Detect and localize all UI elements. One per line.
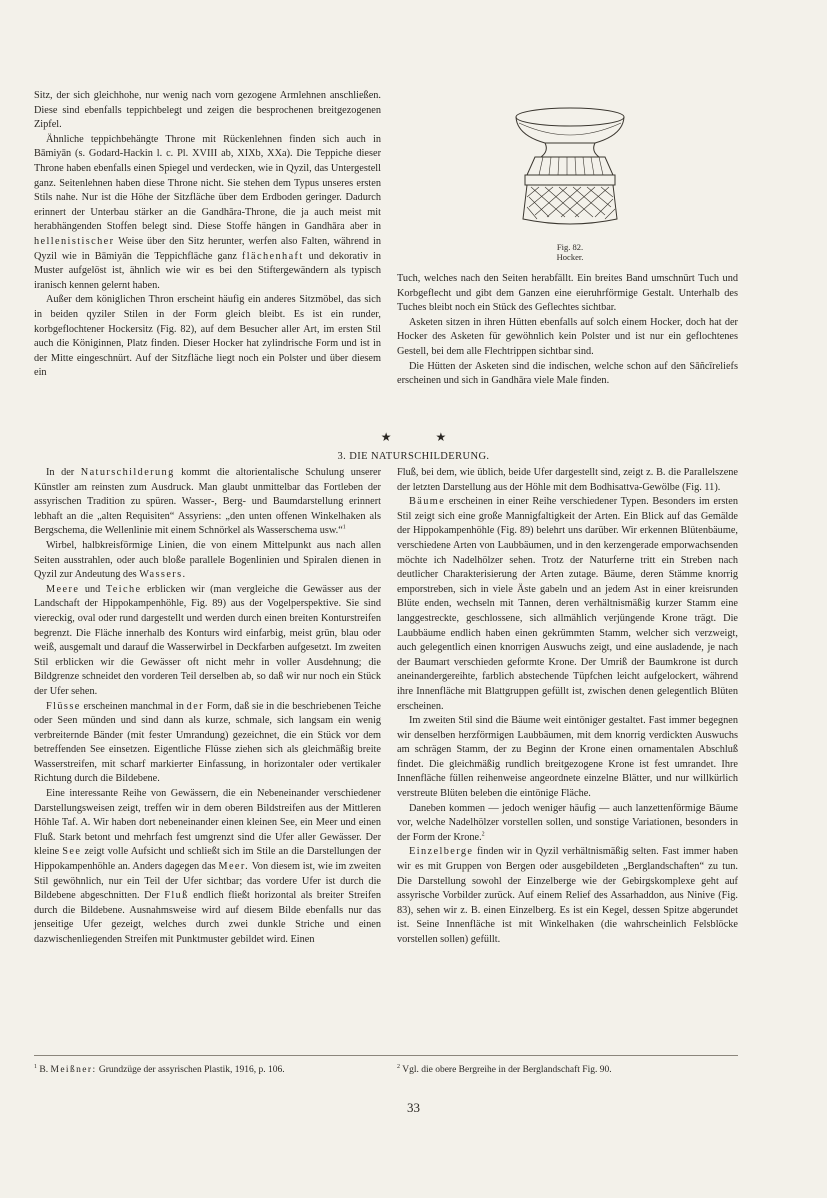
text-run: erscheinen manchmal in	[83, 700, 184, 712]
text-run: Grundzüge der assyrischen Plastik, 1916, p. 106.	[98, 1065, 285, 1075]
text-run: zeigt volle Aufsicht und schließt sich im Stile an die Darstellungen der Hippokampenhöhle an. Anders dagegen das	[34, 846, 382, 873]
spaced-term: Teiche	[105, 583, 142, 595]
text-run: Wirbel, halbkreisförmige Linien, die von einem Mittelpunkt aus nach allen Seiten ausstrahlen, oder auch bloße parallele Bogenlinien und Spiralen dienen in Qyzil zur Andeutung des	[34, 539, 381, 581]
figure-title: Hocker.	[556, 252, 584, 262]
paragraph	[397, 802, 738, 846]
paragraph	[34, 583, 381, 700]
footnote-rule	[34, 1055, 738, 1056]
footnote-number: 2	[397, 1063, 400, 1070]
paragraph	[34, 133, 381, 294]
text-run: In der	[46, 467, 75, 478]
stool-drawing	[505, 95, 635, 240]
paragraph: Außer dem königlichen Thron erscheint häufig ein anderes Sitzmöbel, das sich in beiden qyziler Stilen in der Form gleich bleibt. Es ist ein runder, korbgeflochtener Hockersitz (Fig. 82), auf dem Besucher aller Art, im ersten Stil auch die Königinnen, Platz finden. Dieser Hocker hat zylindrische Form und ist in der Mitte eingeschnürt. Auf der Sitzfläche liegt noch ein Polster und über diesem ein	[34, 294, 381, 379]
paragraph	[34, 787, 381, 948]
text-run: Eine interessante Reihe von Gewässern, die ein Nebeneinander verschiedener Darstellungsweisen zeigt, treffen wir in dem oberen Bildstreifen aus der Mittleren Höhle Taf. A. Wir haben dort nebeneinander einen kleinen See, ein Meer und einen Fluß. Stark betont und mehrfach fest umgrenzt sind die Ufer aller Gewässer. Der kleine	[34, 788, 381, 858]
spaced-term: Fluß	[164, 890, 189, 902]
text-run: Daneben kommen — jedoch weniger häufig — auch lanzettenförmige Bäume vor, welche Nadelhölzer vorstellen sollen, und sonstige Variationen, besonders in der Form der Krone.	[397, 802, 738, 843]
star-icon: ★	[380, 430, 392, 444]
spaced-term: Bäume	[409, 496, 446, 508]
footnote-number: 1	[34, 1063, 37, 1070]
spaced-term: See	[62, 846, 82, 858]
spaced-term: der	[186, 700, 204, 712]
section-heading: 3. DIE NATURSCHILDERUNG.	[337, 451, 490, 462]
footnote-2	[397, 1064, 738, 1076]
top-left-column	[34, 89, 381, 381]
spaced-term: Einzelberge	[409, 846, 474, 858]
footnote-ref: 2	[481, 831, 485, 838]
text-run: finden wir in Qyzil verhältnismäßig selten. Fast immer haben wir es mit Gruppen von Bergen oder ausgebildeten „Berglandschaften“ zu tun. Die Darstellung sowohl der Einzelberge wie der Gebirgskomplexe geht auf assyrische Vorbilder zurück. Auf einem Relief des Assarhaddon, aus Ninive (Fig. 83), sehen wir z. B. einen Einzelberg. Es ist ein Kegel, dessen Spitze abgerundet ist. Seine Innenfläche ist mit Winkelhaken (die wahrscheinlich Felsblöcke vorstellen sollen) gefüllt.	[397, 846, 739, 945]
text-run: endlich fließt horizontal als breiter Streifen durch die Bildebene. Ausnahmsweise wird auf diesem Bilde ebenfalls nur das jenseitige Ufer gezeigt, welches durch zwei dunkle Striche und einen dazwischenliegenden Streifen mit Punktmuster gebildet wird. Einen	[34, 890, 381, 945]
footnote-1	[34, 1064, 384, 1076]
spaced-term: flächenhaft	[241, 250, 304, 262]
text-run: und	[84, 583, 101, 595]
left-column	[34, 466, 381, 948]
text-run: und dekorativ in Muster aufgelöst ist, ähnlich wie wir es bei den Stiftergewändern als typisch iranisch kennen gelernt haben.	[34, 250, 381, 291]
paragraph: Tuch, welches nach den Seiten herabfällt. Ein breites Band umschnürt Tuch und Korbgeflecht und gibt dem Ganzen eine eieruhrförmige Gestalt. Unterhalb des Tuches bleibt noch ein Stück des Geflechtes sichtbar.	[397, 273, 738, 314]
spaced-term: Wassers.	[139, 569, 187, 581]
figure-label: Fig. 82.	[556, 242, 584, 252]
text-run: Form, daß sie in die beschriebenen Teiche oder Seen münden und sind dann als kurze, schmale, sich langsam ein wenig verbreiternde Bänder (mit fester Umrandung) gezeichnet, die ein Stück vor dem betreffenden See einsetzen. Eigentliche Flüsse ziehen sich als gleichmäßig breite Wasserstreifen, mit scharf markierter Einfassung, in horizontaler oder vertikaler Richtung durch die Bildebene.	[34, 700, 381, 785]
footnote-ref: 1	[342, 524, 346, 531]
paragraph: Fluß, bei dem, wie üblich, beide Ufer dargestellt sind, zeigt z. B. die Parallelszene der letzten Darstellung aus der Höhle mit dem Bodhisattva-Gewölbe (Fig. 11).	[397, 467, 738, 493]
spaced-term: Meißner:	[50, 1065, 97, 1075]
paragraph: Im zweiten Stil sind die Bäume weit eintöniger gestaltet. Fast immer begegnen wir denselben herzförmigen Laubbäumen, mit dem knorrig verdickten Auswuchs am schrägen Stamm, der zu Beginn der Krone einen ornamentalen Abschluß findet. Die gleichmäßig rundlich breitgezogene Krone ist fest umrandet. Ihre Innenfläche füllen reihenweise angeordnete einzelne Blätter, und nur willkürlich verstreute Blüten beleben die eintönige Fläche.	[397, 715, 738, 800]
star-icon: ★	[435, 430, 447, 444]
hocker-illustration	[505, 95, 635, 265]
section-divider	[0, 430, 827, 445]
paragraph: Asketen sitzen in ihren Hütten ebenfalls auf solch einem Hocker, doch hat der Hocker des Asketen für gewöhnlich kein Polster und ist nur ein geflochtenes Gestell, bei dem alle Flechtrippen sichtbar sind.	[397, 316, 738, 357]
paragraph	[34, 700, 381, 788]
text-run: kommt die altorientalische Schulung unserer Künstler am reinsten zum Ausdruck. Man glaubt unmittelbar das Fortleben der assyrischen Tradition zu spüren. Wasser-, Berg- und Baumdarstellung erinnert lebhaft an die „alten Requisiten“ Assyriens: „den unten offenen Winkelhaken als Bergschema, die Wellenlinie mit einem Schnörkel als Wasserschema usw.“	[34, 467, 382, 537]
paragraph	[34, 539, 381, 583]
text-run: B.	[39, 1065, 49, 1075]
right-column	[397, 466, 738, 948]
spaced-term: Meer.	[218, 861, 250, 873]
paragraph: Sitz, der sich gleichhohe, nur wenig nach vorn gezogene Armlehnen anschließen. Diese sind ebenfalls teppichbelegt und zeigen die besprochenen breitgezogenen Zipfel.	[34, 90, 381, 131]
text-run: Vgl. die obere Bergreihe in der Berglandschaft Fig. 90.	[402, 1065, 612, 1075]
text-run: Ähnliche teppichbehängte Throne mit Rückenlehnen finden sich auch in Bāmiyān (s. Godard-Hackin l. c. Pl. XVIII ab, XIXb, XXa). Die Teppiche dieser Throne haben ebenfalls einen Spiegel und verdecken, wie in Qyzil, das Untergestell ganz. Seitenlehnen haben diese Throne nicht. Sie stehen dem Typus unseres ersten Stils nahe. Nur ist die Höhe der Sitzfläche über dem Erdboden geringer. Dadurch erinnert der Unterbau stärker an die Gandhāra-Throne, die ja auch meist mit herabhängenden Stoffen belegt sind. Diese Stoffe hängen in Gandhāra aber in	[34, 133, 381, 233]
spaced-term: Naturschilderung	[80, 467, 175, 478]
paragraph	[34, 466, 381, 539]
spaced-term: hellenistischer	[34, 235, 115, 247]
spaced-term: Meere	[46, 583, 80, 595]
text-run: Von diesem ist, wie im zweiten Stil gewöhnlich, nur ein Teil der Ufer sichtbar; das vordere Ufer ist durch die Bildebene abgeschnitten. Der	[34, 861, 382, 902]
text-run: Weise über den Sitz herunter, werfen also Falten, während in Qyzil wie in Bāmiyān die Teppichfläche ganz	[34, 235, 381, 262]
paragraph: Die Hütten der Asketen sind die indischen, welche schon auf den Sāñcīreliefs erscheinen und sich in Gandhāra viele Male finden.	[397, 360, 738, 387]
page-number: 33	[407, 1100, 420, 1115]
spaced-term: Flüsse	[46, 700, 81, 712]
top-right-column	[397, 272, 738, 389]
figure-caption	[505, 242, 635, 262]
text-run: erscheinen in einer Reihe verschiedener Typen. Besonders im ersten Stil zeigt sich eine große Mannigfaltigkeit der Arten. Ein Blick auf das Gemälde der Hippokampenhöhle (Fig. 89) belehrt uns darüber. Wir erkennen Blütenbäume, verschiedene Arten von Laubbäumen, und in den kerzengerade emporwachsenden möchte ich Nadelhölzer sehen. Trotz der Naturferne tritt ein Streben nach deutlicher Charakterisierung der Arten zutage. Bäume, deren Stämme knorrig emporstreben, sich in viele Äste gabeln und an jedem Ast in einer kreisrunden Blüte enden, wechseln mit Tannen, deren verhältnismäßig kurzer Stamm eine langgestreckte, geschlossene, sich allmählich verjüngende Krone trägt. Die Laubbäume endlich haben einen gekrümmten Stamm, welcher sich verzweigt, auch gelegentlich einen knorrigen Auswuchs zeigt, und eine ausladende, je nach der Baumart verschieden geformte Krone. Der Umriß der Baumkrone ist durch aneinandergereihte, farblich abstechende Tüpfchen leicht aufgelockert, während ihre Innenfläche mit Blattgruppen gefüllt ist, zwischen denen gelegentlich Blüten erscheinen.	[397, 496, 738, 712]
text-run: erblicken wir (man vergleiche die Gewässer aus der Landschaft der Hippokampenhöhle, Fig. 89) aus der Vogelperspektive. Sie sind viereckig, oval oder rund dargestellt und werden durch einen breiten Konturstreifen begrenzt. Die Fläche innerhalb des Konturs wird einfarbig, meist grün, blau oder weiß, ausgemalt und darauf die Wasserwirbel in Deckfarben aufgesetzt. Im zweiten Stil erblicken wir die Gewässer oft nicht mehr in voller Ausdehnung; die Bildgrenze schneidet den vorderen Teil derselben ab, so daß wir nur noch ein Stück der Ufer sehen.	[34, 583, 382, 697]
paragraph	[397, 495, 738, 714]
paragraph	[397, 845, 738, 947]
